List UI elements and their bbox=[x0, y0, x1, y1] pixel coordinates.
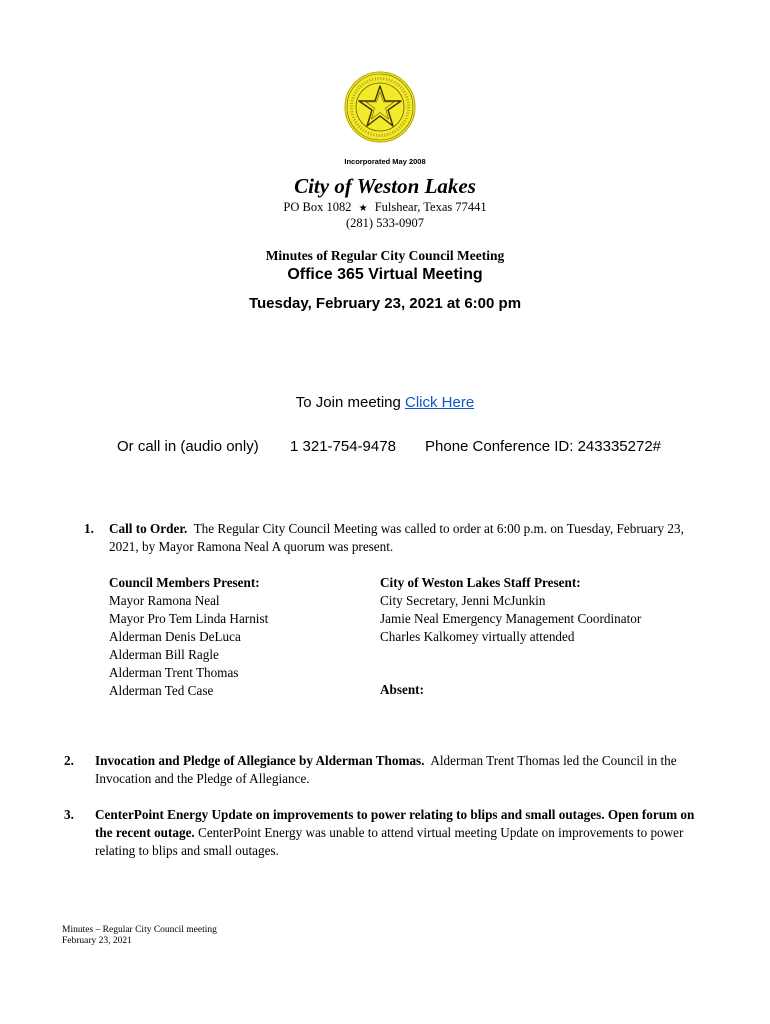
call-in-number: 1 321-754-9478 bbox=[290, 438, 396, 455]
member-name: Alderman Denis DeLuca bbox=[109, 629, 241, 644]
city-seal bbox=[343, 70, 417, 144]
item-number: 1. bbox=[84, 521, 94, 536]
item-text bbox=[95, 806, 715, 860]
council-members-present bbox=[109, 574, 369, 700]
item-body: Alderman Trent Thomas led the Council in the Invocation and the Pledge of Allegiance. bbox=[95, 753, 677, 786]
address-city: Fulshear, Texas 77441 bbox=[374, 200, 487, 214]
incorporated-date: Incorporated May 2008 bbox=[344, 157, 426, 166]
footer-title: Minutes – Regular City Council meeting bbox=[62, 925, 217, 935]
staff-present bbox=[380, 574, 720, 646]
star-separator-icon: ★ bbox=[358, 203, 368, 214]
phone-number: (281) 533-0907 bbox=[345, 216, 425, 230]
absent-label: Absent: bbox=[380, 682, 424, 697]
conference-id: Phone Conference ID: 243335272# bbox=[425, 438, 662, 455]
city-name: City of Weston Lakes bbox=[294, 174, 476, 198]
staff-name: City Secretary, Jenni McJunkin bbox=[380, 593, 546, 608]
click-here-link[interactable]: Click Here bbox=[405, 394, 475, 411]
join-meeting-line bbox=[0, 394, 770, 411]
item-heading: CenterPoint Energy Update on improvements to power relating to blips and small outages. Open forum on the recent outage. bbox=[95, 807, 695, 840]
item-number: 3. bbox=[64, 807, 74, 822]
item-body: The Regular City Council Meeting was called to order at 6:00 p.m. on Tuesday, February 23, 2021, by Mayor Ramona Neal A quorum was present. bbox=[109, 521, 684, 554]
item-body: CenterPoint Energy was unable to attend virtual meeting Update on improvements to power relating to blips and small outages. bbox=[95, 825, 684, 858]
page-footer bbox=[62, 925, 217, 947]
address-po-box: PO Box 1082 bbox=[283, 200, 352, 214]
member-name: Alderman Bill Ragle bbox=[109, 647, 219, 662]
item-heading: Call to Order. bbox=[109, 521, 188, 536]
minutes-title: Minutes of Regular City Council Meeting bbox=[265, 248, 505, 263]
staff-name: Charles Kalkomey virtually attended bbox=[380, 629, 575, 644]
meeting-date: Tuesday, February 23, 2021 at 6:00 pm bbox=[248, 295, 522, 312]
footer-date: February 23, 2021 bbox=[62, 936, 132, 946]
member-name: Mayor Pro Tem Linda Harnist bbox=[109, 611, 269, 626]
member-name: Mayor Ramona Neal bbox=[109, 593, 220, 608]
member-name: Alderman Ted Case bbox=[109, 683, 214, 698]
item-text bbox=[109, 520, 714, 556]
join-meeting-label: To Join meeting bbox=[295, 394, 401, 411]
address bbox=[0, 200, 770, 215]
item-heading: Invocation and Pledge of Allegiance by Alderman Thomas. bbox=[95, 753, 425, 768]
call-in-label: Or call in (audio only) bbox=[117, 438, 259, 455]
item-text bbox=[95, 752, 715, 788]
staff-name: Jamie Neal Emergency Management Coordinator bbox=[380, 611, 642, 626]
item-number: 2. bbox=[64, 753, 74, 768]
city-seal-star-icon bbox=[343, 70, 417, 144]
members-heading: Council Members Present: bbox=[109, 575, 260, 590]
staff-heading: City of Weston Lakes Staff Present: bbox=[380, 575, 581, 590]
meeting-type: Office 365 Virtual Meeting bbox=[287, 266, 483, 283]
member-name: Alderman Trent Thomas bbox=[109, 665, 239, 680]
